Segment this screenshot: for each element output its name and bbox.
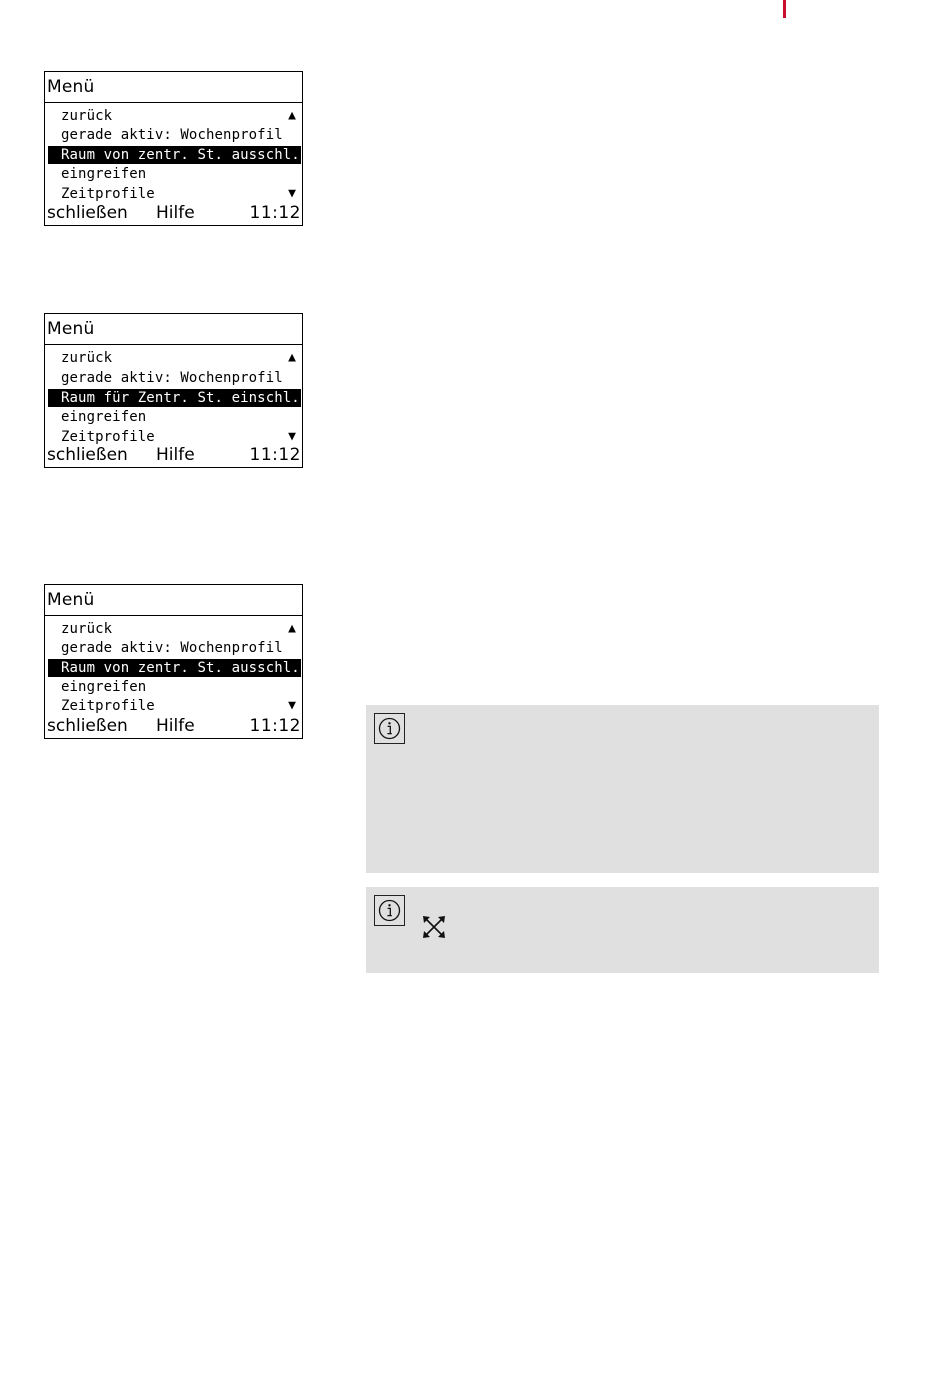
- menu-item-label: gerade aktiv: Wochenprofil: [61, 640, 283, 656]
- scroll-down-icon: ▼: [288, 429, 296, 444]
- menu-item-label: Raum von zentr. St. ausschl.: [61, 660, 300, 676]
- lcd-title: Menü: [47, 319, 95, 339]
- menu-item-include-room[interactable]: [48, 389, 301, 407]
- menu-item-back[interactable]: [48, 107, 301, 125]
- lcd-footer: [47, 715, 301, 737]
- menu-item-label: Zeitprofile: [61, 429, 155, 445]
- scroll-up-icon: ▲: [288, 350, 296, 365]
- menu-item-time-profiles[interactable]: [48, 185, 301, 203]
- lcd-display-menu-2: [44, 313, 303, 468]
- menu-item-label: Zeitprofile: [61, 698, 155, 714]
- info-icon: [374, 713, 405, 744]
- close-softkey[interactable]: schließen: [47, 716, 128, 736]
- menu-item-label: zurück: [61, 350, 113, 366]
- menu-item-label: eingreifen: [61, 679, 147, 695]
- menu-item-back[interactable]: [48, 620, 301, 638]
- menu-item-exclude-room[interactable]: [48, 659, 301, 677]
- scroll-down-icon: ▼: [288, 186, 296, 201]
- menu-item-label: Raum von zentr. St. ausschl.: [61, 147, 300, 163]
- close-softkey[interactable]: schließen: [47, 203, 128, 223]
- menu-item-label: Zeitprofile: [61, 186, 155, 202]
- info-note-box-2: [366, 887, 879, 973]
- help-softkey[interactable]: Hilfe: [156, 445, 195, 465]
- lcd-display-menu-1: [44, 71, 303, 226]
- scroll-down-icon: ▼: [288, 698, 296, 713]
- top-accent-rule: [783, 0, 786, 18]
- lcd-title: Menü: [47, 77, 95, 97]
- menu-item-exclude-room[interactable]: [48, 146, 301, 164]
- menu-item-active-profile[interactable]: [48, 369, 301, 387]
- menu-item-label: eingreifen: [61, 409, 147, 425]
- help-softkey[interactable]: Hilfe: [156, 716, 195, 736]
- menu-item-label: gerade aktiv: Wochenprofil: [61, 370, 283, 386]
- clock-time: 11:12: [249, 716, 301, 736]
- info-note-box-1: [366, 705, 879, 873]
- menu-item-label: eingreifen: [61, 166, 147, 182]
- help-softkey[interactable]: Hilfe: [156, 203, 195, 223]
- menu-item-label: zurück: [61, 621, 113, 637]
- info-icon: [374, 895, 405, 926]
- lcd-title: Menü: [47, 590, 95, 610]
- scroll-up-icon: ▲: [288, 108, 296, 123]
- menu-item-intervene[interactable]: [48, 165, 301, 183]
- menu-item-label: Raum für Zentr. St. einschl.: [61, 390, 300, 406]
- menu-item-intervene[interactable]: [48, 678, 301, 696]
- lcd-separator: [45, 102, 302, 103]
- lcd-display-menu-3: [44, 584, 303, 739]
- menu-item-active-profile[interactable]: [48, 126, 301, 144]
- clock-time: 11:12: [249, 445, 301, 465]
- menu-item-time-profiles[interactable]: [48, 697, 301, 715]
- menu-item-label: gerade aktiv: Wochenprofil: [61, 127, 283, 143]
- lcd-separator: [45, 615, 302, 616]
- lcd-separator: [45, 344, 302, 345]
- clock-time: 11:12: [249, 203, 301, 223]
- menu-item-intervene[interactable]: [48, 408, 301, 426]
- close-softkey[interactable]: schließen: [47, 445, 128, 465]
- menu-item-label: zurück: [61, 108, 113, 124]
- menu-item-back[interactable]: [48, 349, 301, 367]
- lcd-footer: [47, 202, 301, 224]
- lcd-footer: [47, 444, 301, 466]
- scroll-up-icon: ▲: [288, 621, 296, 636]
- move-arrows-icon: [421, 914, 447, 940]
- menu-item-active-profile[interactable]: [48, 639, 301, 657]
